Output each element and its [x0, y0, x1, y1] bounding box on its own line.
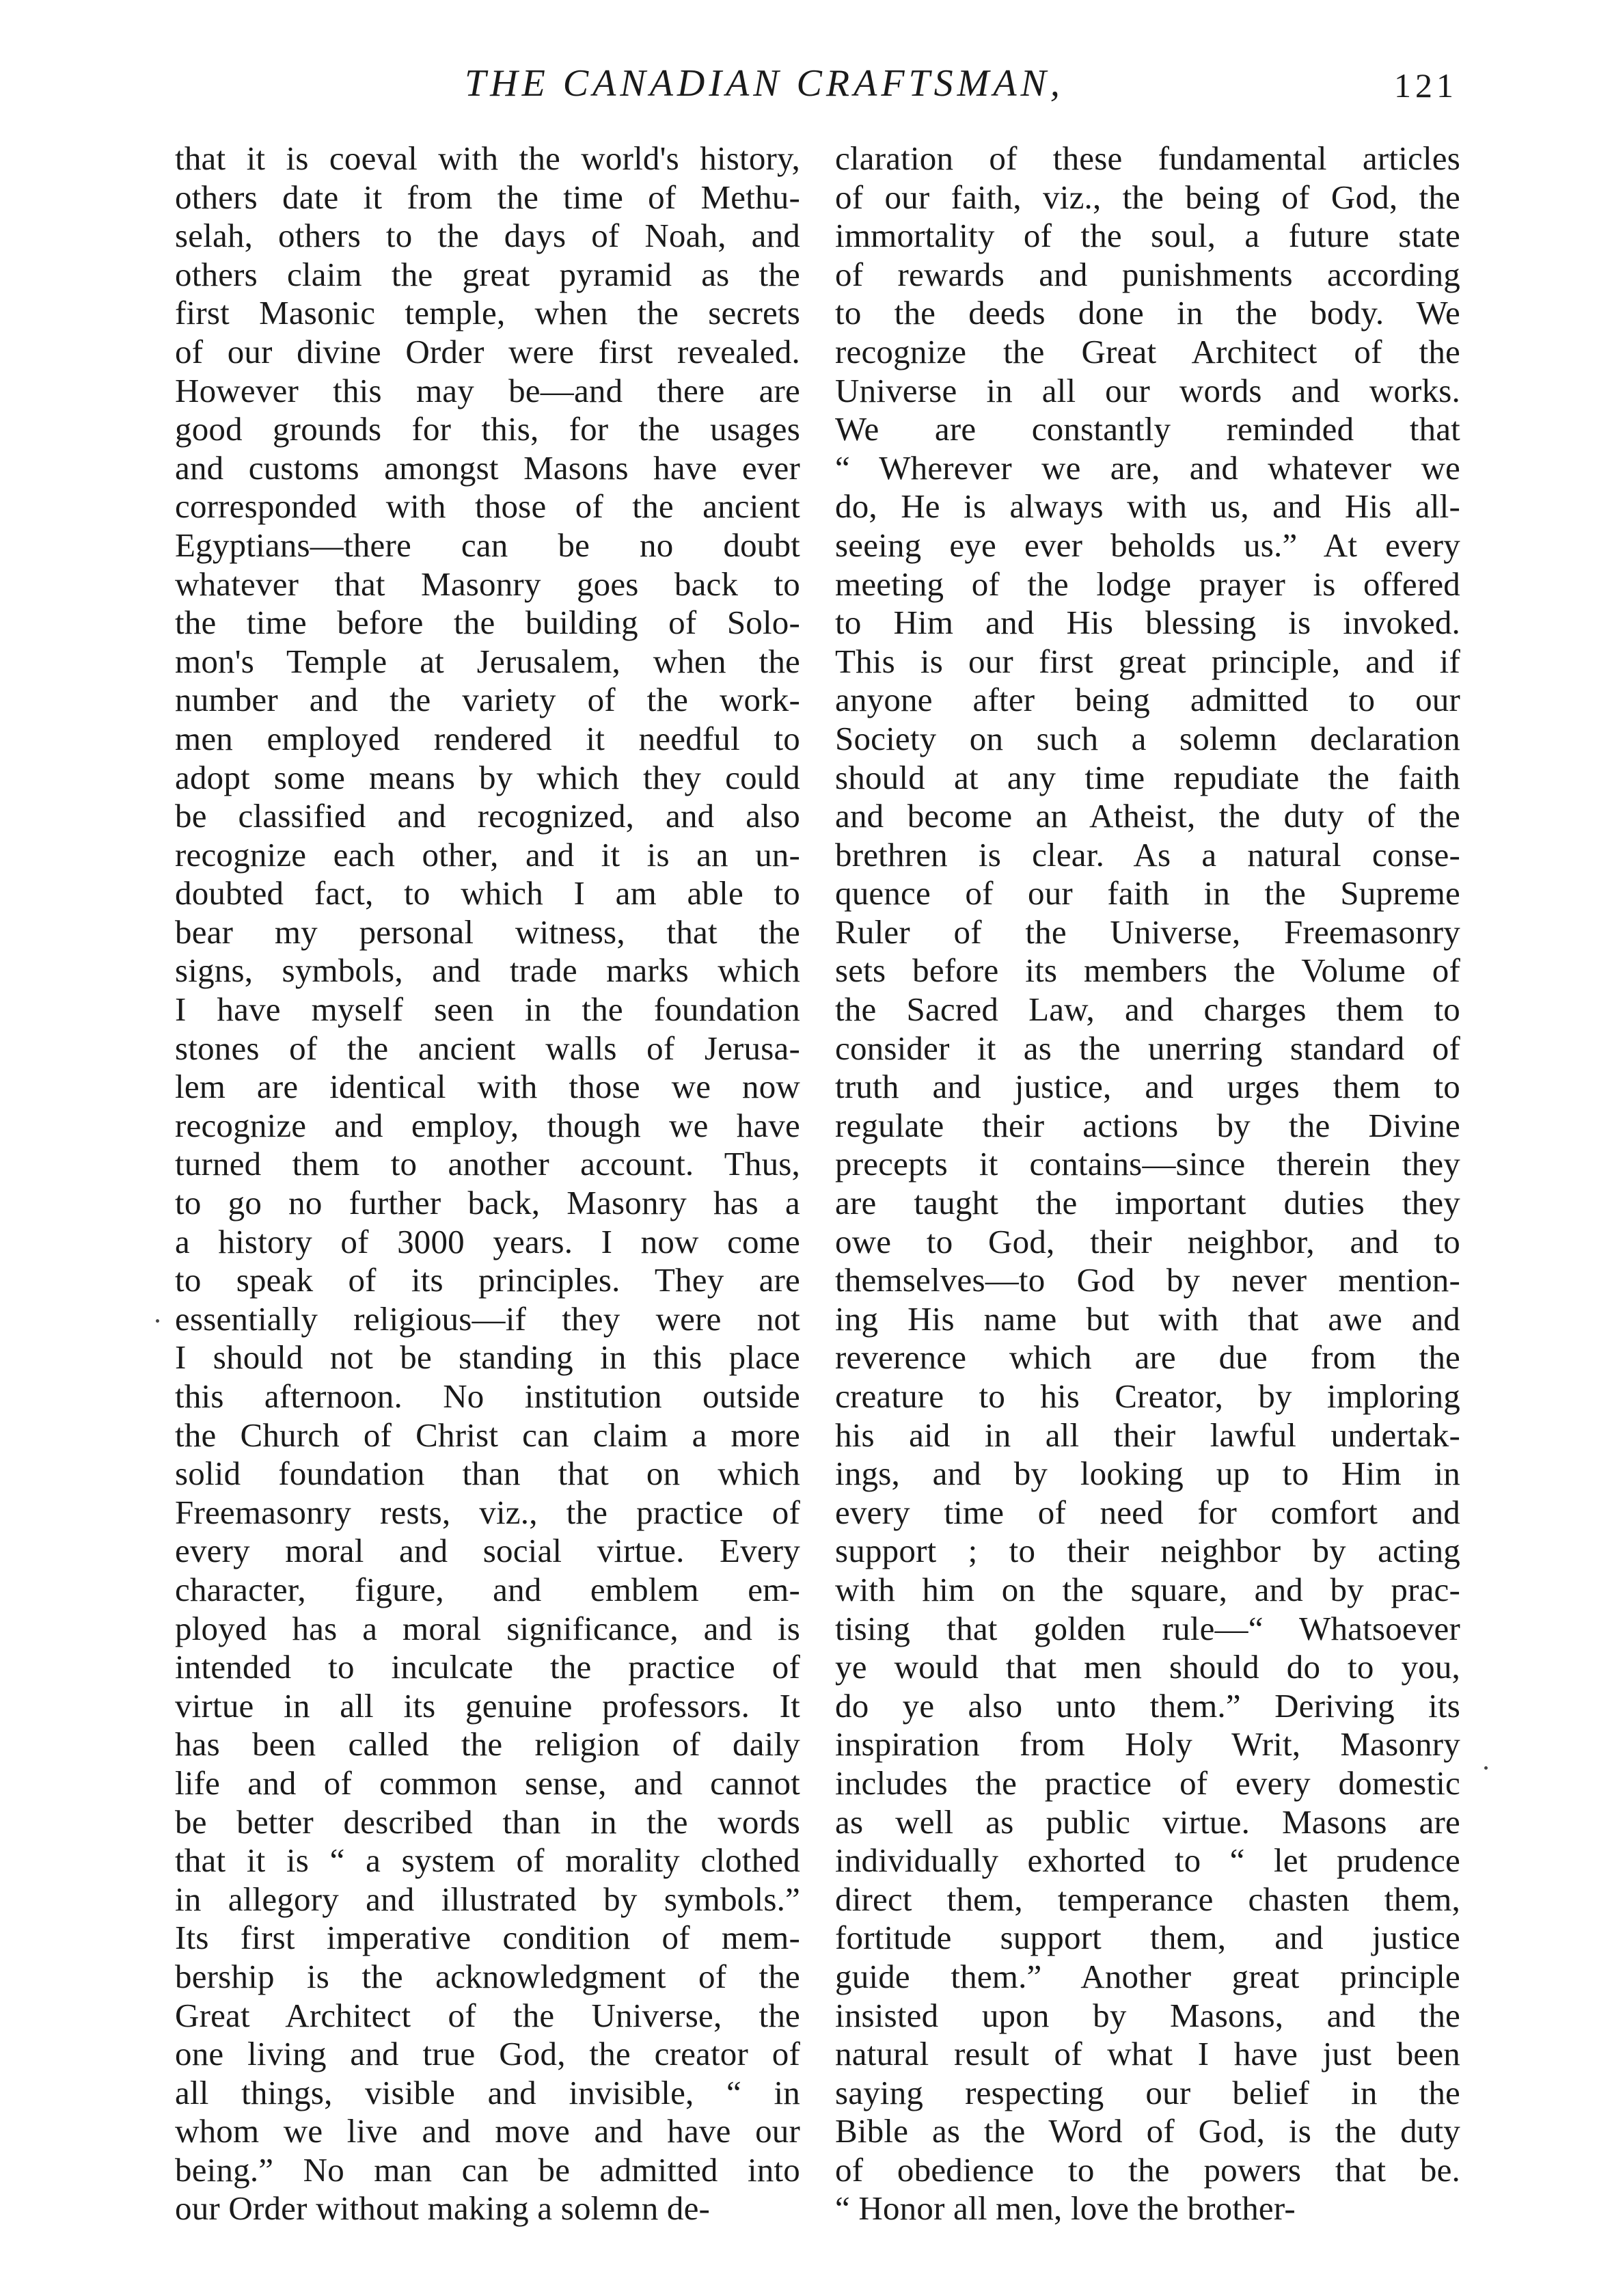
right-column-line: saying respecting our belief in the [835, 2073, 1460, 2111]
right-column-line: meeting of the lodge prayer is offered [835, 565, 1460, 603]
right-column-line: sets before its members the Volume of [835, 951, 1460, 990]
left-column-line: the time before the building of Solo- [175, 604, 800, 642]
left-text-column [175, 139, 800, 2228]
right-column-line: the Sacred Law, and charges them to [835, 990, 1460, 1029]
left-column-line: being.” No man can be admitted into [175, 2150, 800, 2189]
right-column-line: as well as public virtue. Masons are [835, 1802, 1460, 1841]
left-column-line: to speak of its principles. They are [175, 1261, 800, 1299]
right-column-line: inspiration from Holy Writ, Masonry [835, 1725, 1460, 1764]
right-column-line: of rewards and punishments according [835, 255, 1460, 293]
right-column-line: precepts it contains—since therein they [835, 1145, 1460, 1183]
right-column-line: of our faith, viz., the being of God, the [835, 178, 1460, 216]
left-column-line: Freemasonry rests, viz., the practice of [175, 1493, 800, 1531]
left-column-line: I have myself seen in the foundation [175, 990, 800, 1029]
left-column-line: one living and true God, the creator of [175, 2035, 800, 2073]
left-column-line: first Masonic temple, when the secrets [175, 294, 800, 332]
right-column-line: truth and justice, and urges them to [835, 1068, 1460, 1106]
left-column-line: Egyptians—there can be no doubt [175, 526, 800, 564]
right-column-line: anyone after being admitted to our [835, 681, 1460, 719]
right-column-line: individually exhorted to “ let prudence [835, 1841, 1460, 1880]
page-number: 121 [1394, 66, 1458, 105]
right-column-line: brethren is clear. As a natural conse- [835, 835, 1460, 874]
left-column-line: character, figure, and emblem em- [175, 1570, 800, 1608]
left-column-line: all things, visible and invisible, “ in [175, 2073, 800, 2111]
left-column-line: mon's Temple at Jerusalem, when the [175, 642, 800, 680]
left-column-line: turned them to another account. Thus, [175, 1145, 800, 1183]
left-column-line: adopt some means by which they could [175, 758, 800, 796]
left-column-line: that it is “ a system of morality clothed [175, 1841, 800, 1880]
right-column-line: ye would that men should do to you, [835, 1648, 1460, 1686]
left-column-line: virtue in all its genuine professors. It [175, 1686, 800, 1725]
right-column-line: recognize the Great Architect of the [835, 332, 1460, 370]
running-head [0, 62, 1597, 116]
right-column-line: immortality of the soul, a future state [835, 217, 1460, 255]
right-column-line: regulate their actions by the Divine [835, 1106, 1460, 1144]
right-column-line: to the deeds done in the body. We [835, 294, 1460, 332]
right-column-line: We are constantly reminded that [835, 410, 1460, 448]
right-column-line: every time of need for comfort and [835, 1493, 1460, 1531]
left-column-line: this afternoon. No institution outside [175, 1377, 800, 1415]
left-column-line: life and of common sense, and cannot [175, 1764, 800, 1802]
left-column-line: selah, others to the days of Noah, and [175, 217, 800, 255]
right-column-line: Bible as the Word of God, is the duty [835, 2112, 1460, 2150]
left-column-line: ployed has a moral significance, and is [175, 1609, 800, 1647]
right-column-line: quence of our faith in the Supreme [835, 874, 1460, 913]
left-column-line: recognize and employ, though we have [175, 1106, 800, 1144]
right-column-line: ings, and by looking up to Him in [835, 1455, 1460, 1493]
right-column-line: do ye also unto them.” Deriving its [835, 1686, 1460, 1725]
right-column-line: seeing eye ever beholds us.” At every [835, 526, 1460, 564]
left-column-line: and customs amongst Masons have ever [175, 448, 800, 487]
left-column-line: men employed rendered it needful to [175, 719, 800, 757]
left-column-line: that it is coeval with the world's history, [175, 139, 800, 177]
right-column-line: should at any time repudiate the faith [835, 758, 1460, 796]
left-column-line: others date it from the time of Methu- [175, 178, 800, 216]
right-column-line: insisted upon by Masons, and the [835, 1996, 1460, 2034]
right-column-line: support ; to their neighbor by acting [835, 1532, 1460, 1570]
right-column-line: Universe in all our words and works. [835, 371, 1460, 409]
right-column-line: natural result of what I have just been [835, 2035, 1460, 2073]
left-column-line: lem are identical with those we now [175, 1068, 800, 1106]
left-column-line: whom we live and move and have our [175, 2112, 800, 2150]
left-column-line: corresponded with those of the ancient [175, 487, 800, 526]
left-column-line: solid foundation than that on which [175, 1455, 800, 1493]
right-column-line: his aid in all their lawful undertak- [835, 1416, 1460, 1454]
right-column-line: with him on the square, and by prac- [835, 1570, 1460, 1608]
journal-title: THE CANADIAN CRAFTSMAN, [465, 62, 1064, 105]
right-column-line: “ Honor all men, love the brother- [835, 2189, 1296, 2228]
right-column-line: includes the practice of every domestic [835, 1764, 1460, 1802]
right-column-line: do, He is always with us, and His all- [835, 487, 1460, 526]
left-column-line: Great Architect of the Universe, the [175, 1996, 800, 2034]
left-column-line: has been called the religion of daily [175, 1725, 800, 1764]
left-column-line: essentially religious—if they were not [175, 1299, 800, 1338]
left-column-line: bership is the acknowledgment of the [175, 1957, 800, 1995]
left-column-line: be classified and recognized, and also [175, 797, 800, 835]
right-column-line: and become an Atheist, the duty of the [835, 797, 1460, 835]
left-column-line: in allegory and illustrated by symbols.” [175, 1880, 800, 1918]
right-column-line: This is our first great principle, and if [835, 642, 1460, 680]
right-column-line: guide them.” Another great principle [835, 1957, 1460, 1995]
left-column-line: signs, symbols, and trade marks which [175, 951, 800, 990]
left-column-line: recognize each other, and it is an un- [175, 835, 800, 874]
right-column-line: reverence which are due from the [835, 1338, 1460, 1377]
right-text-column [835, 139, 1460, 2228]
left-column-line: the Church of Christ can claim a more [175, 1416, 800, 1454]
left-column-line: whatever that Masonry goes back to [175, 565, 800, 603]
left-column-line: bear my personal witness, that the [175, 913, 800, 951]
left-column-line: Its first imperative condition of mem- [175, 1919, 800, 1957]
right-column-line: Society on such a solemn declaration [835, 719, 1460, 757]
left-column-line: good grounds for this, for the usages [175, 410, 800, 448]
right-column-line: to Him and His blessing is invoked. [835, 604, 1460, 642]
right-column-line: consider it as the unerring standard of [835, 1029, 1460, 1067]
right-column-line: are taught the important duties they [835, 1184, 1460, 1222]
left-column-line: a history of 3000 years. I now come [175, 1222, 800, 1260]
print-speck [156, 1319, 159, 1323]
right-column-line: owe to God, their neighbor, and to [835, 1222, 1460, 1260]
left-column-line: our Order without making a solemn de- [175, 2189, 711, 2228]
left-column-line: be better described than in the words [175, 1802, 800, 1841]
left-column-line: I should not be standing in this place [175, 1338, 800, 1377]
right-column-line: direct them, temperance chasten them, [835, 1880, 1460, 1918]
print-speck [1484, 1766, 1488, 1770]
right-column-line: tising that golden rule—“ Whatsoever [835, 1609, 1460, 1647]
right-column-line: fortitude support them, and justice [835, 1919, 1460, 1957]
left-column-line: others claim the great pyramid as the [175, 255, 800, 293]
left-column-line: of our divine Order were first revealed. [175, 332, 800, 370]
right-column-line: claration of these fundamental articles [835, 139, 1460, 177]
right-column-line: creature to his Creator, by imploring [835, 1377, 1460, 1415]
left-column-line: number and the variety of the work- [175, 681, 800, 719]
left-column-line: to go no further back, Masonry has a [175, 1184, 800, 1222]
right-column-line: of obedience to the powers that be. [835, 2150, 1460, 2189]
right-column-line: ing His name but with that awe and [835, 1299, 1460, 1338]
right-column-line: “ Wherever we are, and whatever we [835, 448, 1460, 487]
right-column-line: Ruler of the Universe, Freemasonry [835, 913, 1460, 951]
left-column-line: intended to inculcate the practice of [175, 1648, 800, 1686]
left-column-line: stones of the ancient walls of Jerusa- [175, 1029, 800, 1067]
left-column-line: every moral and social virtue. Every [175, 1532, 800, 1570]
right-column-line: themselves—to God by never mention- [835, 1261, 1460, 1299]
left-column-line: doubted fact, to which I am able to [175, 874, 800, 913]
left-column-line: However this may be—and there are [175, 371, 800, 409]
